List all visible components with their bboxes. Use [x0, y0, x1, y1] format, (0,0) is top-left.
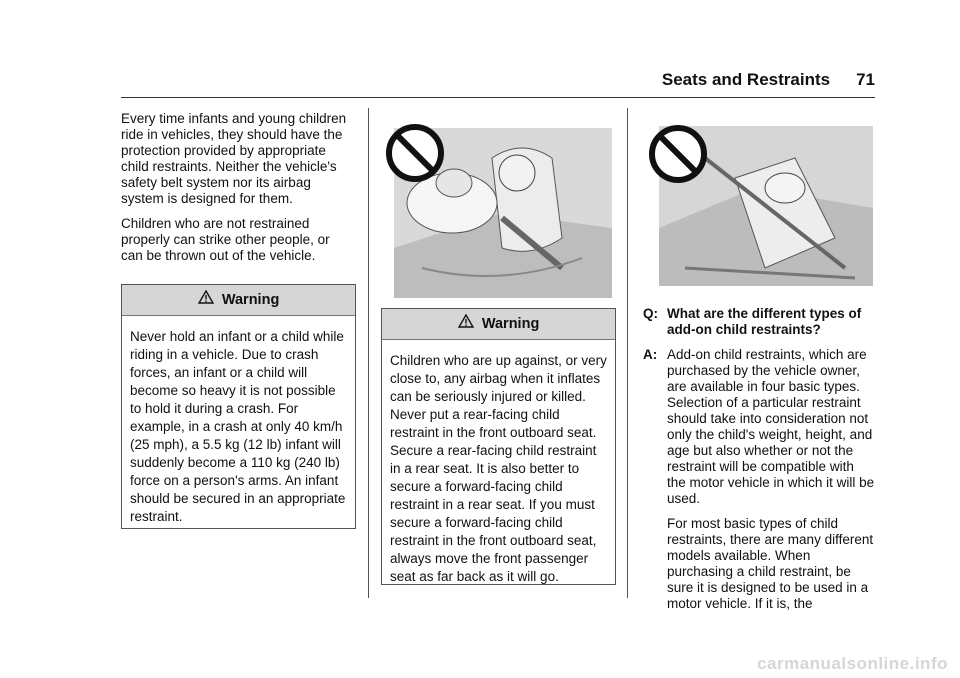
header-rule [121, 97, 875, 98]
prohibited-circle-icon [652, 128, 704, 180]
prohibited-circle-icon [389, 127, 441, 179]
question-label: Q: [643, 306, 658, 321]
question-text: What are the different types of add-on child restraints? [667, 306, 862, 337]
warning-title: Warning [481, 316, 540, 332]
watermark: carmanualsonline.info [757, 654, 948, 673]
warning-header [122, 285, 355, 316]
restraint-paragraph: Children who are not restrained properly can strike other people, or can be thrown out of the vehicle. [121, 216, 330, 263]
column-divider-2 [627, 108, 628, 598]
warning-triangle-icon [458, 315, 478, 332]
rear-facing-seat-illustration [645, 118, 873, 286]
question-row [643, 306, 875, 338]
qa-section [643, 306, 875, 612]
column-divider-1 [368, 108, 369, 598]
answer-row [643, 347, 875, 612]
section-title: Seats and Restraints [661, 70, 831, 89]
page-header [0, 70, 875, 90]
warning-header [382, 309, 615, 340]
intro-paragraph: Every time infants and young children ride in vehicles, they should have the protection provided by appropriate child restraints. Neither the vehicle's safety belt system nor its airbag system is designed for them. [121, 111, 347, 206]
answer-text-continued: For most basic types of child restraints, there are many different models available. When purchasing a child restraint, be sure it is designed to be used in a motor vehicle. If it is, the [667, 516, 874, 611]
warning-body: Never hold an infant or a child while riding in a vehicle. Due to crash forces, an infant or a child will become so heavy it is not possible to hold it during a crash. For example, in a crash at only 40 km/h (25 mph), a 5.5 kg (12 lb) infant will suddenly become a 110 kg (240 lb) force on a person's arms. An infant should be secured in an appropriate restraint. [130, 329, 346, 524]
answer-text: Add-on child restraints, which are purchased by the vehicle owner, are available in four basic types. Selection of a particular restraint should take into consideration not only the child's weight, height, and age but also whether or not the restraint will be compatible with the motor vehicle in which it will be used. [667, 347, 875, 506]
warning-title: Warning [221, 292, 280, 308]
warning-triangle-icon [198, 291, 218, 308]
warning-box-airbag [381, 308, 616, 585]
column-1 [121, 111, 353, 273]
page-number: 71 [856, 70, 875, 89]
warning-box-infant [121, 284, 356, 529]
answer-label: A: [643, 347, 658, 362]
airbag-illustration [382, 118, 612, 298]
warning-body: Children who are up against, or very close to, any airbag when it inflates can be seriously injured or killed. Never put a rear-facing child restraint in the front outboard seat. Secure a rear-facing child restraint in a rear seat. It is also better to secure a forward-facing child restraint in a rear seat. If you must secure a forward-facing child restraint in the front outboard seat, always move the front passenger seat as far back as it will go. [390, 353, 607, 584]
